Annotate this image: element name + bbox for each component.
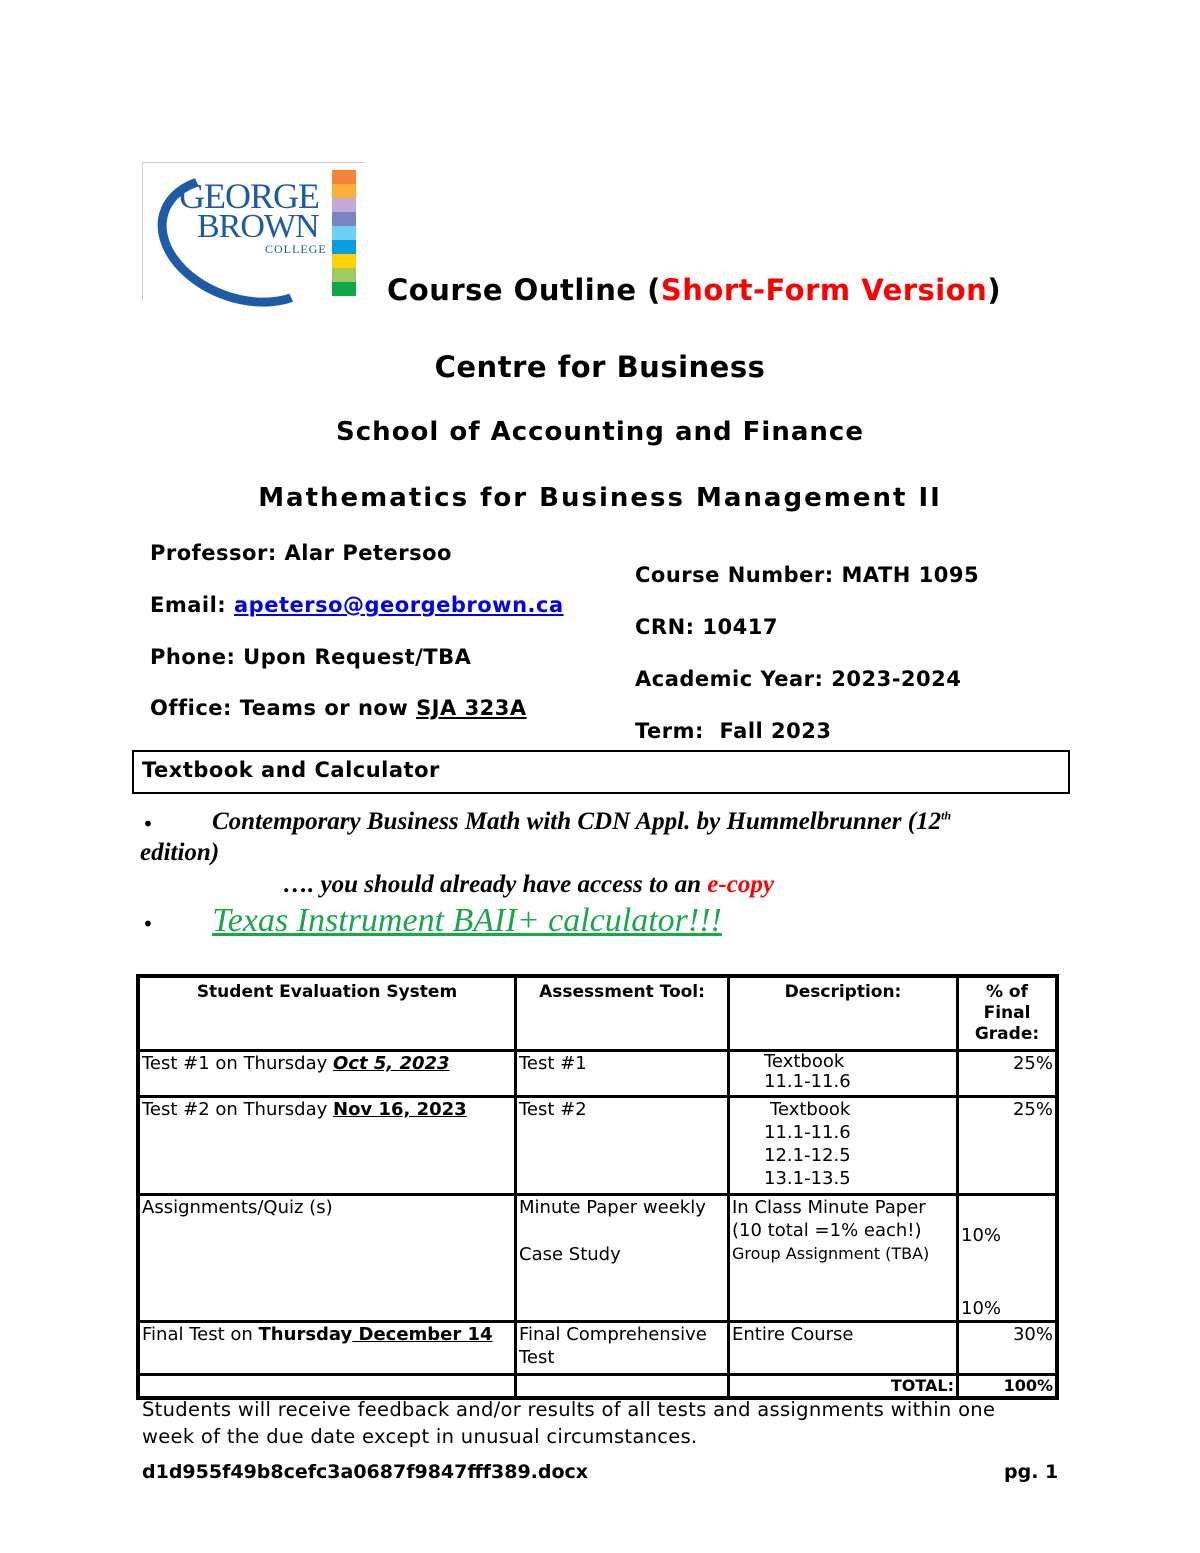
- academic-year: Academic Year: 2023-2024: [635, 667, 962, 691]
- table-row: [138, 1195, 1057, 1322]
- page-number: pg. 1: [1004, 1461, 1059, 1483]
- table-row: [138, 1051, 1057, 1097]
- logo-stripe: [332, 282, 356, 296]
- course-number: Course Number: MATH 1095: [635, 563, 980, 587]
- logo-stripe: [332, 170, 356, 184]
- crn: CRN: 10417: [635, 615, 778, 639]
- textbook-section-box: [132, 750, 1070, 794]
- header-cell: Description:: [729, 976, 958, 1051]
- tool-cell: Minute Paper weekly Case Study: [516, 1195, 729, 1322]
- logo-stripe: [332, 240, 356, 254]
- logo-text: COLLEGE: [265, 242, 327, 256]
- percent-cell: 25%: [958, 1051, 1058, 1097]
- phone: Phone: Upon Request/TBA: [150, 645, 472, 669]
- evaluation-table: [136, 974, 1059, 1400]
- feedback-note: Students will receive feedback and/or results of all tests and assignments within one week of the due date except in unusual circumstances.: [142, 1398, 996, 1448]
- event-cell: Test #2 on Thursday Nov 16, 2023: [138, 1097, 516, 1195]
- bullet: •: [142, 812, 154, 836]
- table-row: [138, 1097, 1057, 1195]
- textbook-edition: edition): [140, 839, 220, 866]
- description-cell: Entire Course: [729, 1322, 958, 1375]
- textbook-title: Contemporary Business Math with CDN Appl. by Hummelbrunner (12th: [212, 808, 952, 835]
- total-value: 100%: [958, 1375, 1058, 1399]
- logo-stripe: [332, 268, 356, 282]
- ecopy-note: …. you should already have access to an e-copy: [283, 871, 774, 898]
- empty-cell: [138, 1375, 516, 1399]
- percent-cell: 30%: [958, 1322, 1058, 1375]
- header-cell: Student Evaluation System: [138, 976, 516, 1051]
- calculator-link[interactable]: Texas Instrument BAII+ calculator!!!: [212, 902, 722, 939]
- george-brown-college-logo: [142, 162, 364, 301]
- description-cell: Textbook 11.1-11.6 12.1-12.5 13.1-13.5: [729, 1097, 958, 1195]
- logo-stripe: [332, 254, 356, 268]
- tool-cell: Final Comprehensive Test: [516, 1322, 729, 1375]
- table-row: [138, 1322, 1057, 1375]
- description-cell: Textbook 11.1-11.6: [729, 1051, 958, 1097]
- logo-stripe: [332, 212, 356, 226]
- textbook-heading: Textbook and Calculator: [142, 758, 440, 782]
- logo-stripe: [332, 184, 356, 198]
- logo-text: GEORGE: [179, 176, 319, 216]
- centre-heading: Centre for Business: [434, 350, 766, 384]
- bullet: •: [142, 912, 154, 936]
- email-link[interactable]: apeterso@georgebrown.ca: [234, 593, 564, 617]
- logo-stripe: [332, 226, 356, 240]
- term: Term: Fall 2023: [635, 719, 832, 743]
- header-cell: Assessment Tool:: [516, 976, 729, 1051]
- course-heading: Mathematics for Business Management II: [258, 483, 942, 513]
- event-cell: Test #1 on Thursday Oct 5, 2023: [138, 1051, 516, 1097]
- logo-stripe: [332, 198, 356, 212]
- header-cell: % of Final Grade:: [958, 976, 1058, 1051]
- table-header-row: [138, 976, 1057, 1051]
- page-title: Course Outline (Short-Form Version): [387, 273, 1002, 307]
- tool-cell: Test #2: [516, 1097, 729, 1195]
- footer-filename: d1d955f49b8cefc3a0687f9847fff389.docx: [142, 1461, 589, 1483]
- total-label: TOTAL:: [729, 1375, 958, 1399]
- percent-cell: 10% 10%: [958, 1195, 1058, 1322]
- total-row: [138, 1375, 1057, 1399]
- percent-cell: 25%: [958, 1097, 1058, 1195]
- email: Email: apeterso@georgebrown.ca: [150, 593, 564, 617]
- office: Office: Teams or now SJA 323A: [150, 696, 527, 720]
- professor: Professor: Alar Petersoo: [150, 541, 452, 565]
- empty-cell: [516, 1375, 729, 1399]
- school-heading: School of Accounting and Finance: [336, 417, 864, 447]
- event-cell: Final Test on Thursday December 14: [138, 1322, 516, 1375]
- description-cell: In Class Minute Paper (10 total =1% each!) Group Assignment (TBA): [729, 1195, 958, 1322]
- tool-cell: Test #1: [516, 1051, 729, 1097]
- logo-text: BROWN: [197, 208, 319, 245]
- logo-color-stripes: [332, 170, 356, 296]
- event-cell: Assignments/Quiz (s): [138, 1195, 516, 1322]
